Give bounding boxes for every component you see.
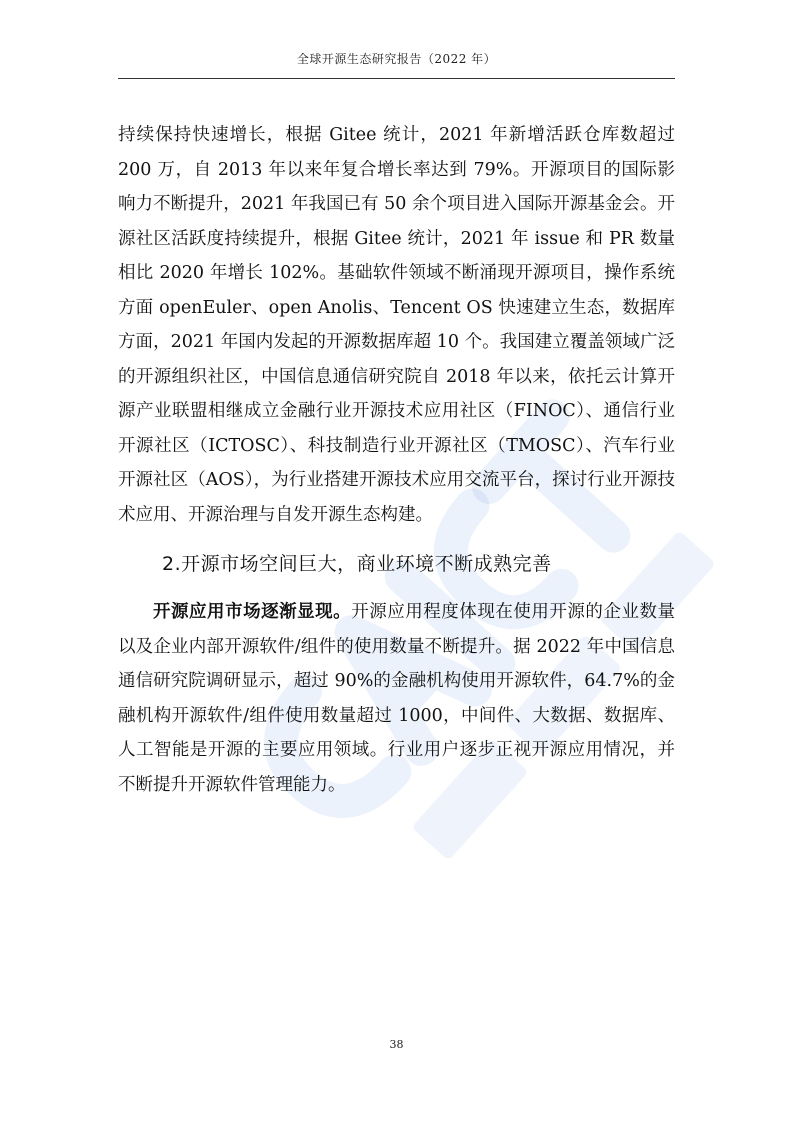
paragraph-market-text: 开源应用程度体现在使用开源的企业数量以及企业内部开源软件/组件的使用数量不断提升。据 2022 年中国信息通信研究院调研显示，超过 90%的金融机构使用开源软件，64.7%的金融机构开源软件/组件使用数量超过 1000，中间件、大数据、数据库、人工智能是开源的主要应用领域。行业用户逐步正视开源应用情况，并不断提升开源软件管理能力。 xyxy=(118,602,676,795)
paragraph-lead: 开源应用市场逐渐显现。 xyxy=(153,602,352,622)
running-header: 全球开源生态研究报告（2022 年） xyxy=(296,52,497,66)
page-number: 38 xyxy=(389,1038,404,1051)
paragraph-market xyxy=(118,595,675,802)
paragraph-opensource-growth: 持续保持快速增长，根据 Gitee 统计，2021 年新增活跃仓库数超过200 万，自 2013 年以来年复合增长率达到 79%。开源项目的国际影响力不断提升，2021 年我国已有 50 余个项目进入国际开源基金会。开源社区活跃度持续提升，根据 Gitee 统计，2021 年 issue 和 PR 数量相比 2020 年增长 102%。基础软件领域不断涌现开源项目，操作系统方面 openEuler、open Anolis、Tencent OS 快速建立生态，数据库方面，2021 年国内发起的开源数据库超 10 个。我国建立覆盖领域广泛的开源组织社区，中国信息通信研究院自 2018 年以来，依托云计算开源产业联盟相继成立金融行业开源技术应用社区（FINOC）、通信行业开源社区（ICTOSC）、科技制造行业开源社区（TMOSC）、汽车行业开源社区（AOS），为行业搭建开源技术应用交流平台，探讨行业开源技术应用、开源治理与自发开源生态构建。 xyxy=(118,125,675,525)
header-divider xyxy=(118,78,675,79)
section-heading: 2.开源市场空间巨大，商业环境不断成熟完善 xyxy=(162,553,552,575)
document-body xyxy=(118,118,675,802)
